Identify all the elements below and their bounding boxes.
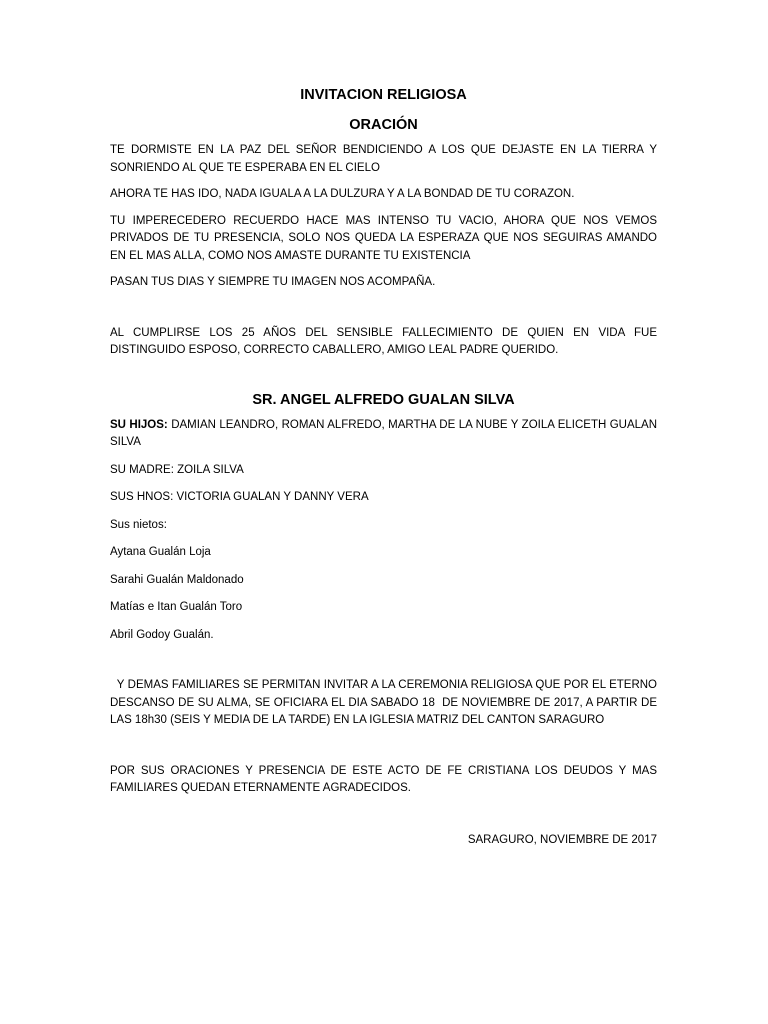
grandchild-item: Sarahi Gualán Maldonado	[110, 573, 244, 586]
document-body	[110, 86, 661, 849]
prayer-paragraph: TE DORMISTE EN LA PAZ DEL SEÑOR BENDICIENDO A LOS QUE DEJASTE EN LA TIERRA Y SONRIENDO AL QUE TE ESPERABA EN EL CIELO	[110, 144, 657, 174]
grandchildren-label: Sus nietos:	[110, 518, 167, 531]
gratitude-paragraph: POR SUS ORACIONES Y PRESENCIA DE ESTE ACTO DE FE CRISTIANA LOS DEUDOS Y MAS FAMILIARES QUEDAN ETERNAMENTE AGRADECIDOS.	[110, 764, 657, 794]
place-date: SARAGURO, NOVIEMBRE DE 2017	[467, 833, 657, 846]
prayer-heading: ORACIÓN	[349, 117, 418, 133]
prayer-paragraph: PASAN TUS DIAS Y SIEMPRE TU IMAGEN NOS ACOMPAÑA.	[110, 276, 436, 288]
grandchild-item: Matías e Itan Gualán Toro	[110, 601, 243, 613]
invitation-paragraph: Y DEMAS FAMILIARES SE PERMITAN INVITAR A LA CEREMONIA RELIGIOSA QUE POR EL ETERNO DESCANSO DE SU ALMA, SE OFICIARA EL DIA SABADO 18 DE NOVIEMBRE DE 2017, A PARTIR DE LAS 18h30 (SEIS Y MEDIA DE LA TARDE) EN LA IGLESIA MATRIZ DEL CANTON SARAGURO	[110, 679, 661, 726]
deceased-name: SR. ANGEL ALFREDO GUALAN SILVA	[252, 391, 515, 408]
anniversary-paragraph: AL CUMPLIRSE LOS 25 AÑOS DEL SENSIBLE FALLECIMIENTO DE QUIEN EN VIDA FUE DISTINGUIDO ESPOSO, CORRECTO CABALLERO, AMIGO LEAL PADRE QUERIDO.	[110, 326, 657, 356]
mother-line: SU MADRE: ZOILA SILVA	[110, 463, 244, 476]
prayer-paragraph: TU IMPERECEDERO RECUERDO HACE MAS INTENSO TU VACIO, AHORA QUE NOS VEMOS PRIVADOS DE TU PRESENCIA, SOLO NOS QUEDA LA ESPERAZA QUE NOS SEGUIRAS AMANDO EN EL MAS ALLA, COMO NOS AMASTE DURANTE TU EXISTENCIA	[110, 214, 657, 262]
children-label: SU HIJOS:	[110, 418, 168, 431]
grandchild-item: Abril Godoy Gualán.	[110, 628, 214, 641]
grandchild-item: Aytana Gualán Loja	[110, 546, 211, 558]
document-title: INVITACION RELIGIOSA	[300, 87, 467, 103]
siblings-line: SUS HNOS: VICTORIA GUALAN Y DANNY VERA	[110, 491, 369, 503]
children-line	[110, 417, 657, 452]
children-names: DAMIAN LEANDRO, ROMAN ALFREDO, MARTHA DE LA NUBE Y ZOILA ELICETH GUALAN SILVA	[110, 418, 657, 448]
prayer-paragraph: AHORA TE HAS IDO, NADA IGUALA A LA DULZURA Y A LA BONDAD DE TU CORAZON.	[110, 188, 575, 200]
